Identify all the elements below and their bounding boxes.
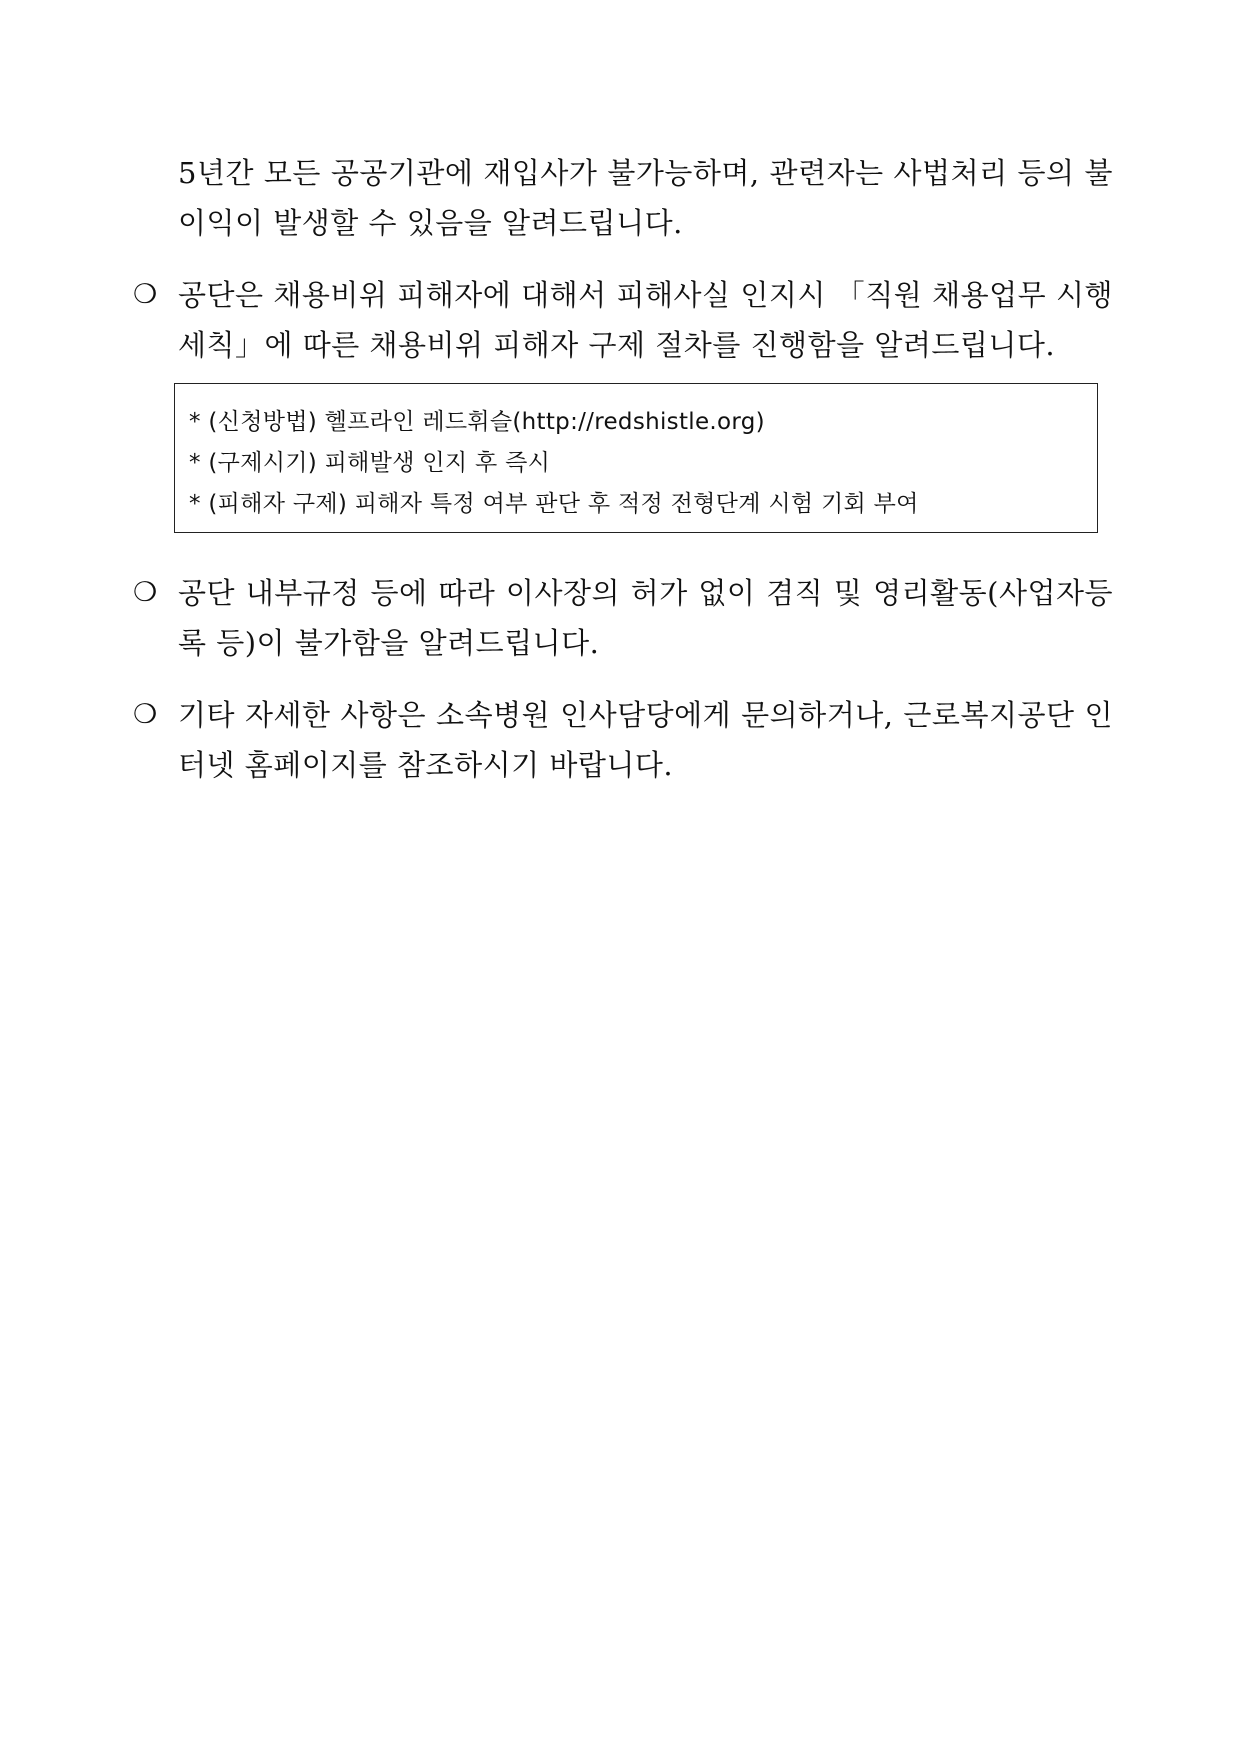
- list-item-text: 기타 자세한 사항은 소속병원 인사담당에게 문의하거나, 근로복지공단 인터넷 홈페이지를 참조하시기 바랍니다.: [178, 698, 1113, 782]
- continued-paragraph: 5년간 모든 공공기관에 재입사가 불가능하며, 관련자는 사법처리 등의 불이익이 발생할 수 있음을 알려드립니다.: [178, 156, 1113, 240]
- list-item-text: 공단 내부규정 등에 따라 이사장의 허가 없이 겸직 및 영리활동(사업자등록 등)이 불가함을 알려드립니다.: [178, 576, 1113, 660]
- note-line-application: * (신청방법) 헬프라인 레드휘슬(http://redshistle.org): [189, 409, 765, 435]
- circle-bullet-icon: ❍: [133, 699, 158, 730]
- circle-bullet-icon: ❍: [133, 279, 158, 310]
- note-line-timing: * (구제시기) 피해발생 인지 후 즉시: [189, 450, 551, 476]
- note-box: [174, 383, 1098, 533]
- circle-bullet-icon: ❍: [133, 577, 158, 608]
- list-item-text: 공단은 채용비위 피해자에 대해서 피해사실 인지시 「직원 채용업무 시행세칙」에 따른 채용비위 피해자 구제 절차를 진행함을 알려드립니다.: [178, 278, 1113, 362]
- note-line-remedy: * (피해자 구제) 피해자 특정 여부 판단 후 적정 전형단계 시험 기회 부여: [189, 491, 919, 517]
- list-item-side-job: [133, 568, 1113, 668]
- list-item-remedy: [133, 270, 1113, 370]
- list-item-inquiry: [133, 690, 1113, 790]
